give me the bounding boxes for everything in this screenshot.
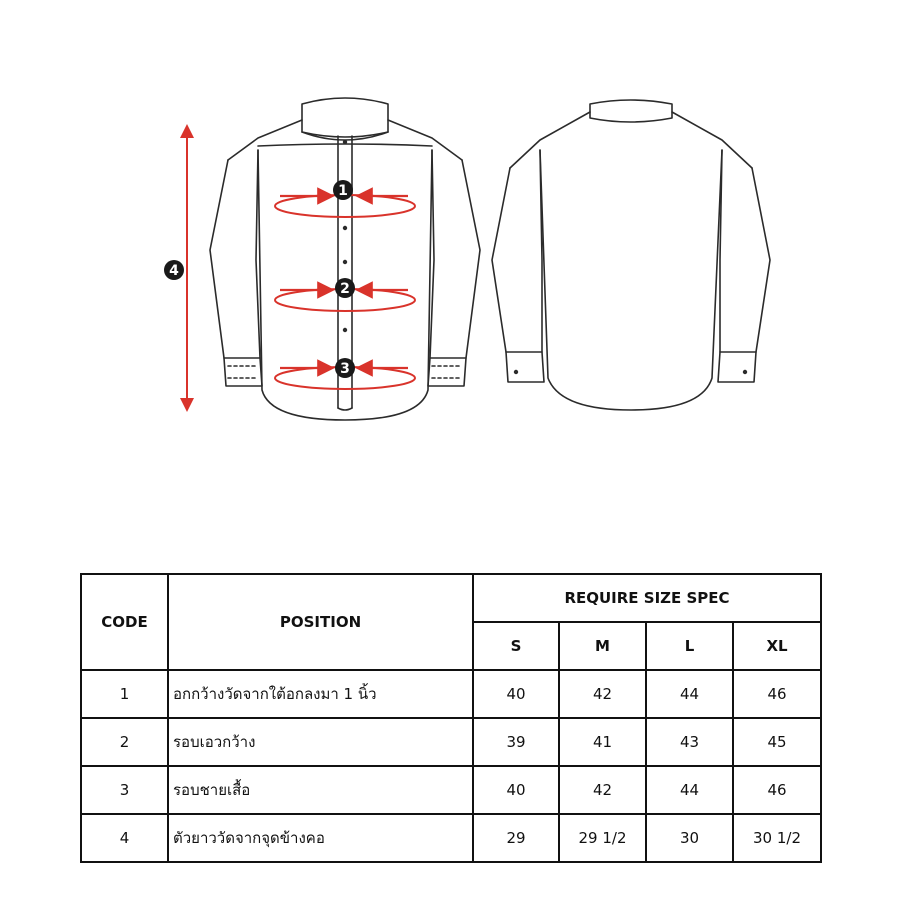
row-value-xl: 45 <box>733 718 821 766</box>
table-row <box>81 814 821 862</box>
row-position: รอบเอวกว้าง <box>168 718 473 766</box>
position-header: POSITION <box>168 574 473 670</box>
row-value-xl: 46 <box>733 766 821 814</box>
size-header-xl: XL <box>733 622 821 670</box>
row-value-xl: 30 1/2 <box>733 814 821 862</box>
table-row <box>81 670 821 718</box>
size-header-s: S <box>473 622 559 670</box>
marker-1-label: 1 <box>338 183 348 199</box>
shirt-back-outline <box>492 100 770 410</box>
size-spec-header: REQUIRE SIZE SPEC <box>473 574 821 622</box>
row-value-m: 41 <box>559 718 646 766</box>
row-code: 3 <box>81 766 168 814</box>
marker-2 <box>335 278 355 298</box>
marker-3-label: 3 <box>340 361 350 377</box>
table-header-row <box>81 574 821 622</box>
row-position: ตัวยาววัดจากจุดข้างคอ <box>168 814 473 862</box>
size-header-l: L <box>646 622 733 670</box>
table-row <box>81 718 821 766</box>
marker-1 <box>333 180 353 200</box>
row-code: 2 <box>81 718 168 766</box>
row-value-m: 42 <box>559 670 646 718</box>
row-value-l: 43 <box>646 718 733 766</box>
marker-4 <box>164 260 184 280</box>
row-code: 1 <box>81 670 168 718</box>
size-spec-table <box>80 573 822 863</box>
table-row <box>81 766 821 814</box>
row-value-s: 40 <box>473 766 559 814</box>
code-header: CODE <box>81 574 168 670</box>
marker-2-label: 2 <box>340 281 350 297</box>
shirt-front-buttons <box>343 140 347 332</box>
size-header-m: M <box>559 622 646 670</box>
marker-3 <box>335 358 355 378</box>
row-code: 4 <box>81 814 168 862</box>
row-value-m: 29 1/2 <box>559 814 646 862</box>
row-value-s: 39 <box>473 718 559 766</box>
row-value-s: 29 <box>473 814 559 862</box>
row-value-l: 30 <box>646 814 733 862</box>
row-value-m: 42 <box>559 766 646 814</box>
row-position: รอบชายเสื้อ <box>168 766 473 814</box>
marker-4-label: 4 <box>169 263 179 279</box>
row-position: อกกว้างวัดจากใต้อกลงมา 1 นิ้ว <box>168 670 473 718</box>
row-value-l: 44 <box>646 766 733 814</box>
row-value-xl: 46 <box>733 670 821 718</box>
row-value-s: 40 <box>473 670 559 718</box>
row-value-l: 44 <box>646 670 733 718</box>
